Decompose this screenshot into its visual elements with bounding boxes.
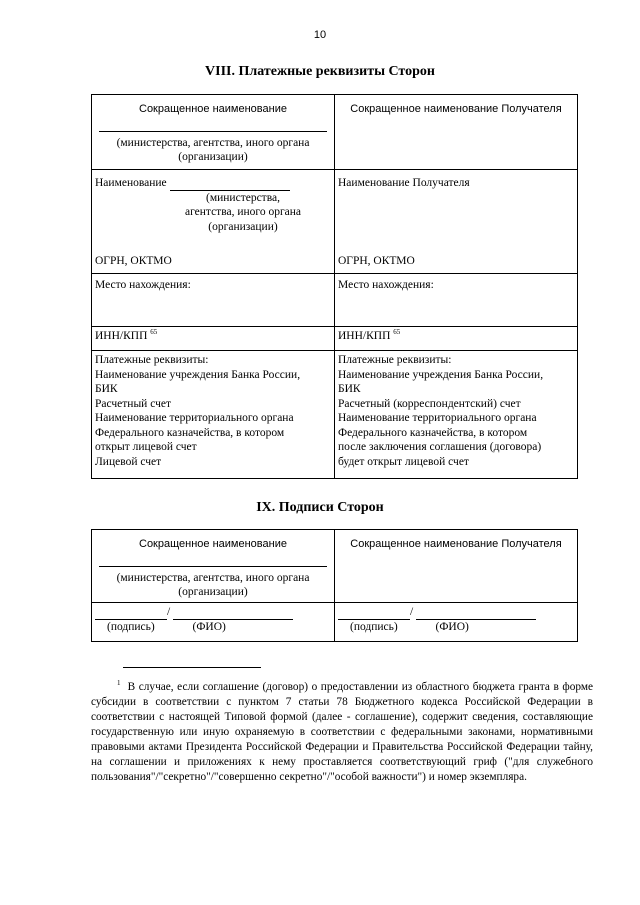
sig-right-cell <box>335 603 578 642</box>
sig-right-header-cell <box>335 530 578 603</box>
pay-right-4: Наименование территориального органа <box>338 412 537 424</box>
pay-left-1: Наименование учреждения Банка России, <box>95 368 301 381</box>
footnote <box>91 680 593 785</box>
pay-right-5: Федерального казначейства, в котором <box>338 426 528 439</box>
fio-label-right: (ФИО) <box>435 620 469 633</box>
footnote-text: В случае, если соглашение (договор) о предоставлении из областного бюджета гранта в форме субсидии в соответствии с пунктом 7 статьи 78 Бюджетного кодекса Российской Федерации в соответствии с настоящей Типовой формой (далее - соглашение), содержит сведения, составляющие государственную или иную охраняемую в соответствии с федеральными законами, нормативными правовыми актами Президента Российской Федерации и Правительства Российской Федерации тайну, на соглашении и приложениях к нему проставляется соответствующий гриф ("для служебного пользования"/"секретно"/"совершенно секретно"/"особой важности") и номер экземпляра. <box>91 681 593 783</box>
ogrn-right: ОГРН, ОКТМО <box>338 254 415 267</box>
pay-right-7: будет открыт лицевой счет <box>338 455 469 468</box>
sig-slash-right: / <box>410 606 414 618</box>
left-name-note-1: (министерства, <box>206 191 280 204</box>
right-name-cell <box>335 170 578 274</box>
location-right: Место нахождения: <box>338 279 434 291</box>
pay-right-2: БИК <box>338 383 361 395</box>
section-9-title: IX. Подписи Сторон <box>256 500 384 515</box>
left-name-note-3: (организации) <box>208 220 278 233</box>
pay-right-1: Наименование учреждения Банка России, <box>338 368 544 381</box>
pay-left-3: Расчетный счет <box>95 397 171 410</box>
payment-details-table <box>91 94 578 479</box>
payment-details-right <box>335 351 578 479</box>
pay-right-3: Расчетный (корреспондентский) счет <box>338 397 521 410</box>
left-header-note: (министерства, агентства, иного органа (организации) <box>116 136 310 163</box>
left-header-blank-line <box>99 119 327 132</box>
sig-left-header: Сокращенное наименование <box>139 538 287 550</box>
pay-right-0: Платежные реквизиты: <box>338 354 452 366</box>
sig-left-header-note: (министерства, агентства, иного органа (организации) <box>116 571 310 598</box>
sig-left-header-blank-line <box>99 554 327 567</box>
sig-label-right: (подпись) <box>350 620 398 633</box>
signatures-table <box>91 529 578 642</box>
pay-left-5: Федерального казначейства, в котором <box>95 426 285 439</box>
section-8-title: VIII. Платежные реквизиты Сторон <box>205 64 435 79</box>
fio-blank-right <box>416 608 536 620</box>
signature-blank-right <box>338 608 410 620</box>
sig-slash-left: / <box>167 606 171 618</box>
sig-left-cell <box>92 603 335 642</box>
left-name-cell <box>92 170 335 274</box>
right-header: Сокращенное наименование Получателя <box>350 103 562 115</box>
left-name-blank <box>170 179 290 191</box>
footnote-marker: 1 <box>117 679 121 688</box>
payment-details-left <box>92 351 335 479</box>
footnote-separator <box>123 667 261 668</box>
ogrn-left: ОГРН, ОКТМО <box>95 255 172 267</box>
pay-right-6: после заключения соглашения (договора) <box>338 441 542 453</box>
sig-right-line <box>338 605 574 620</box>
pay-left-4: Наименование территориального органа <box>95 412 294 424</box>
location-left: Место нахождения: <box>95 279 191 291</box>
fio-blank-left <box>173 608 293 620</box>
sig-right-header: Сокращенное наименование Получателя <box>350 538 562 550</box>
sig-left-header-cell <box>92 530 335 603</box>
inn-left-footnote-ref: 65 <box>150 328 158 337</box>
page-number: 10 <box>313 29 327 41</box>
signature-blank-left <box>95 608 167 620</box>
inn-left: ИНН/КПП <box>95 330 148 342</box>
right-name-label: Наименование Получателя <box>338 177 470 189</box>
left-name-note-2: агентства, иного органа <box>184 206 302 218</box>
fio-label-left: (ФИО) <box>192 620 226 633</box>
sig-label-left: (подпись) <box>107 620 155 633</box>
sig-left-line <box>95 605 331 620</box>
pay-left-7: Лицевой счет <box>95 455 162 468</box>
pay-left-6: открыт лицевой счет <box>95 441 197 453</box>
right-header-cell <box>335 95 578 170</box>
left-header: Сокращенное наименование <box>139 103 287 115</box>
left-header-cell <box>92 95 335 170</box>
left-name-label: Наименование <box>95 177 167 189</box>
pay-left-2: БИК <box>95 383 118 395</box>
inn-right-footnote-ref: 65 <box>393 328 401 337</box>
pay-left-0: Платежные реквизиты: <box>95 354 209 366</box>
inn-right: ИНН/КПП <box>338 330 391 342</box>
